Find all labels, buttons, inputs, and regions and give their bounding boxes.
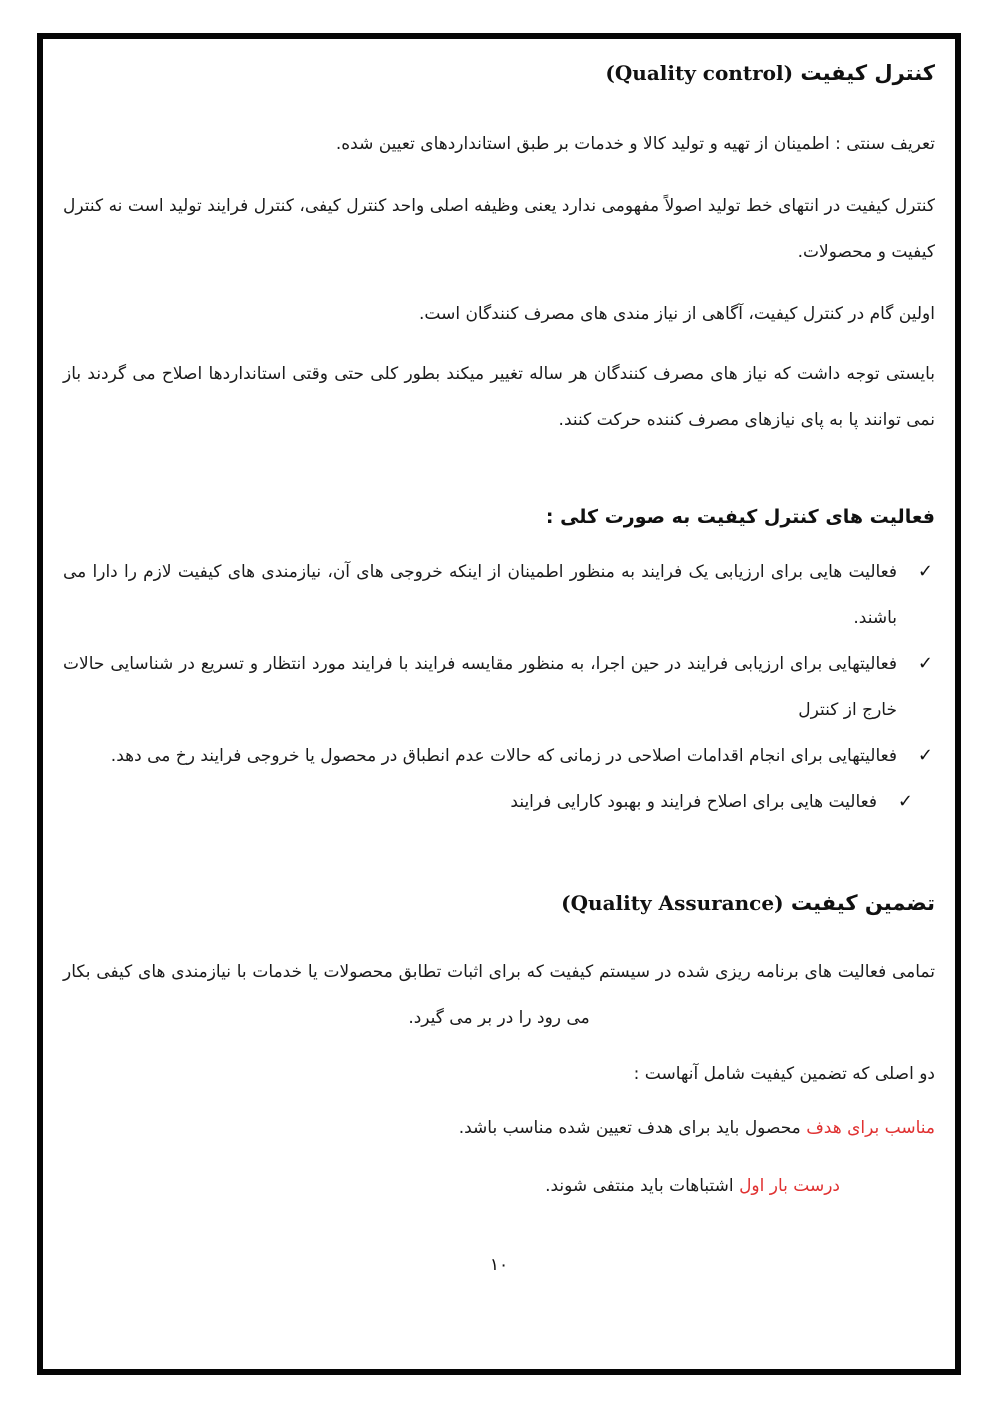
- principle-highlight-red-text: مناسب برای هدف: [806, 1118, 935, 1138]
- list-item: [63, 779, 915, 825]
- checkmark-icon: ✓: [917, 653, 933, 674]
- checkmark-icon: ✓: [917, 745, 933, 766]
- principle-right-first-time: [63, 1163, 840, 1209]
- quality-control-heading: [63, 55, 935, 91]
- activities-list: [63, 549, 935, 825]
- paragraph-consumer-needs-change: بایستی توجه داشت که نیاز های مصرف کنندگان هر ساله تغییر میکند بطور کلی حتی وقتی استانداردها اصلاح می گردند باز نمی توانند پا به پای نیازهای مصرف کننده حرکت کنند.: [63, 364, 935, 430]
- quality-control-heading-fa: کنترل کیفیت: [800, 61, 935, 85]
- quality-assurance-heading-en: (Quality Assurance): [561, 891, 784, 915]
- paragraph-traditional-definition: تعریف سنتی : اطمینان از تهیه و تولید کالا و خدمات بر طبق استانداردهای تعیین شده.: [335, 134, 935, 154]
- activities-heading: فعالیت های کنترل کیفیت به صورت کلی :: [545, 506, 935, 528]
- paragraph-first-step: اولین گام در کنترل کیفیت، آگاهی از نیاز مندی های مصرف کنندگان است.: [418, 304, 935, 324]
- list-item-text: فعالیتهایی برای انجام اقدامات اصلاحی در زمانی که حالات عدم انطباق در محصول یا خروجی فرایند رخ می دهد.: [110, 746, 897, 766]
- list-item-text: فعالیتهایی برای ارزیابی فرایند در حین اجرا، به منظور مقایسه فرایند با فرایند مورد انتظار و تسریع در شناسایی حالات خارج از کنترل: [63, 654, 897, 720]
- list-item: [63, 641, 935, 733]
- page-content: [43, 39, 955, 1275]
- quality-assurance-heading-fa: تضمین کیفیت: [790, 891, 935, 915]
- quality-assurance-heading: [63, 885, 935, 921]
- list-item-text: فعالیت هایی برای اصلاح فرایند و بهبود کارایی فرایند: [510, 792, 877, 812]
- list-item-text: فعالیت هایی برای ارزیابی یک فرایند به منظور اطمینان از اینکه خروجی های آن، نیازمندی های کیفیت لازم را دارا می باشند.: [63, 562, 897, 628]
- principle-fit-for-purpose: [63, 1105, 935, 1151]
- principles-intro-line: دو اصلی که تضمین کیفیت شامل آنهاست :: [633, 1064, 935, 1084]
- paragraph-end-of-line-control: کنترل کیفیت در انتهای خط تولید اصولاً مفهومی ندارد یعنی وظیفه اصلی واحد کنترل کیفی، کنترل فرایند تولید است نه کنترل کیفیت و محصولات.: [63, 196, 935, 262]
- page-number: ۱۰: [489, 1255, 509, 1275]
- principle-rest-text: اشتباهات باید منتفی شوند.: [545, 1176, 740, 1196]
- page-border-frame: [37, 33, 961, 1375]
- checkmark-icon: ✓: [897, 791, 913, 812]
- list-item: [63, 549, 935, 641]
- paragraph-qa-definition: تمامی فعالیت های برنامه ریزی شده در سیستم کیفیت که برای اثبات تطابق محصولات یا خدمات با نیازمندی های کیفی بکار می رود را در بر می گیرد.: [63, 962, 935, 1028]
- principle-highlight-red-text: درست بار اول: [739, 1176, 840, 1196]
- principle-rest-text: محصول باید برای هدف تعیین شده مناسب باشد.: [458, 1118, 807, 1138]
- quality-control-heading-en: (Quality control): [605, 61, 794, 85]
- list-item: [63, 733, 935, 779]
- checkmark-icon: ✓: [917, 561, 933, 582]
